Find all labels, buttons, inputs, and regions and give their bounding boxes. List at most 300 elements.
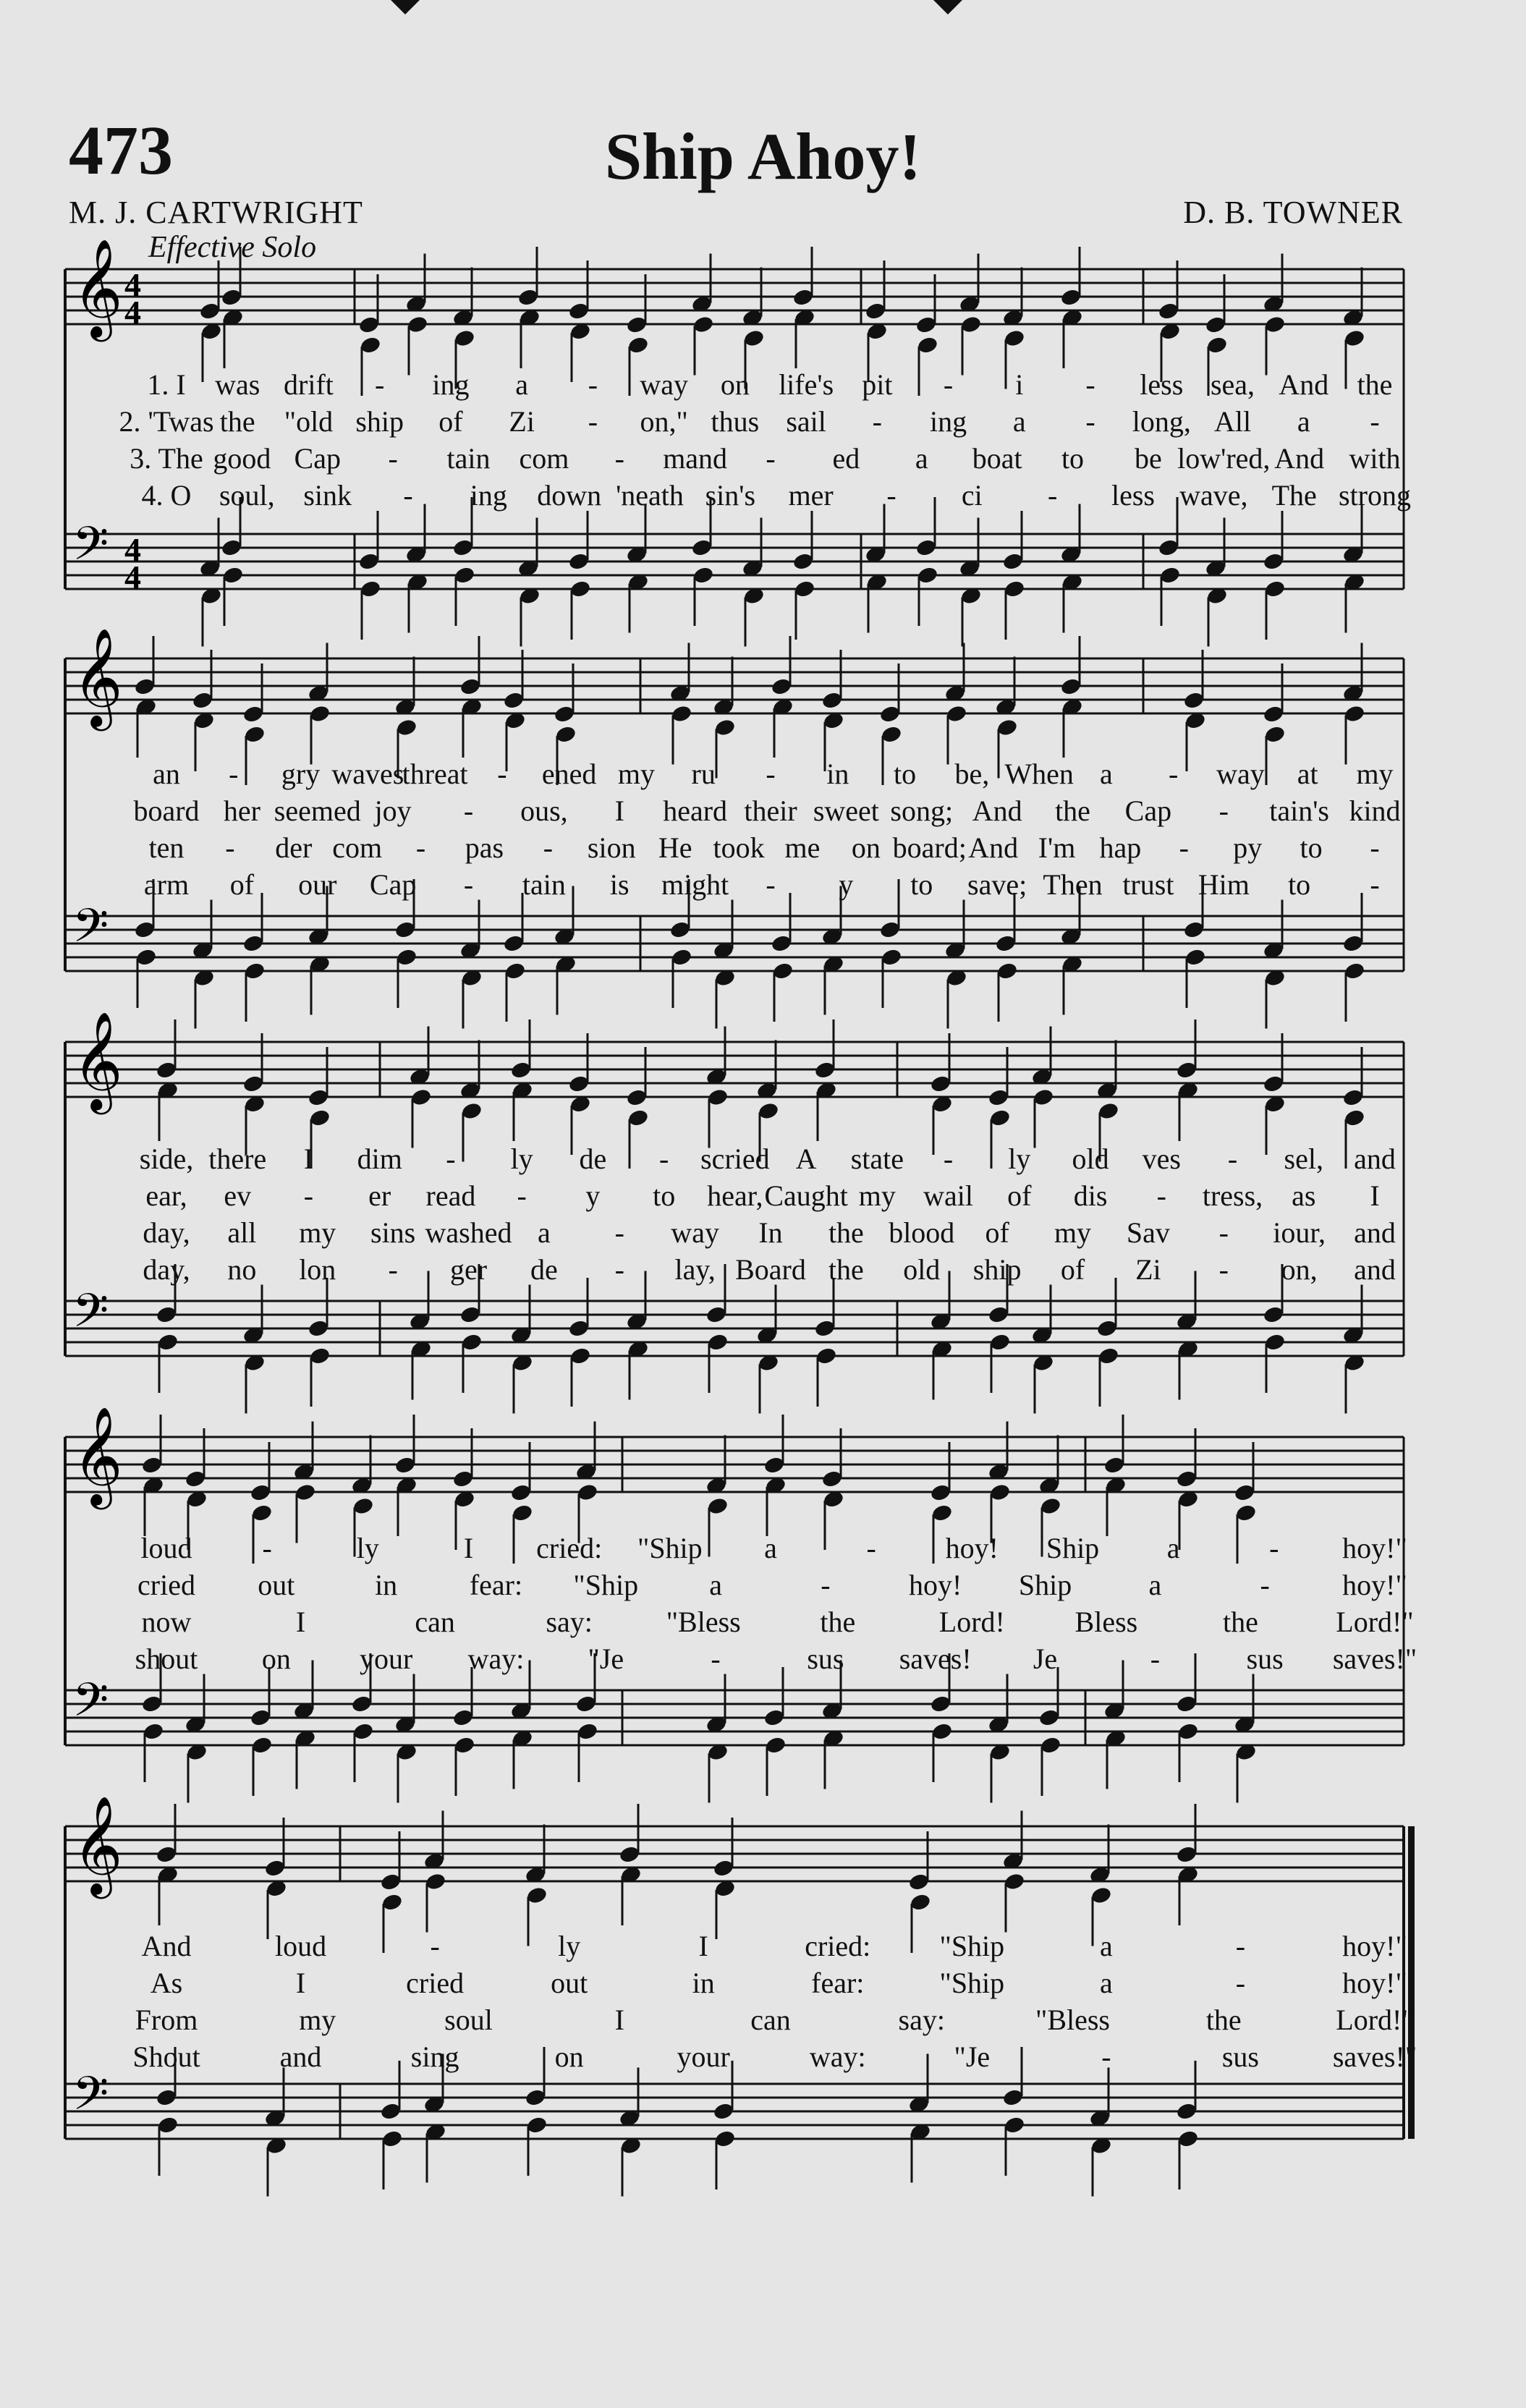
lyric-syllable: Zi — [1135, 1253, 1161, 1286]
lyric-line-verse-3 — [0, 1218, 1526, 1256]
lyric-syllable: low'red, — [1177, 442, 1271, 475]
lyric-syllable: - — [1235, 1967, 1246, 1999]
lyric-syllable: my — [1054, 1216, 1092, 1249]
lyric-syllable: Board — [735, 1253, 806, 1286]
lyric-syllable: read — [425, 1179, 476, 1212]
lyric-syllable: "Ship — [573, 1569, 639, 1601]
lyric-syllable: I — [614, 794, 624, 827]
lyric-syllable: Ship — [1018, 1569, 1072, 1601]
lyric-syllable: fear: — [811, 1967, 865, 1999]
lyric-line-verse-4 — [0, 1255, 1526, 1293]
lyric-syllable: As — [150, 1967, 183, 1999]
lyric-syllable: - — [658, 1142, 669, 1175]
tempo-marking: Effective Solo — [148, 231, 317, 264]
lyric-line-verse-2 — [0, 794, 1526, 834]
lyric-syllable: - — [588, 405, 598, 438]
lyric-syllable: was — [215, 368, 260, 401]
lyric-syllable: hoy!" — [1342, 1930, 1407, 1962]
lyric-line-verse-1 — [0, 1534, 1526, 1572]
lyric-syllable: - — [1179, 831, 1189, 864]
lyric-syllable: of — [438, 405, 463, 438]
lyric-syllable: board — [133, 794, 200, 827]
lyric-syllable: Cap — [1124, 794, 1172, 827]
lyric-syllable: - — [375, 368, 385, 401]
lyric-syllable: our — [298, 868, 337, 901]
lyric-syllable: washed — [425, 1216, 512, 1249]
lyric-syllable: 4. O — [141, 479, 192, 512]
lyric-syllable: sins — [370, 1216, 416, 1249]
lyric-syllable: I — [698, 1930, 708, 1962]
treble-clef-icon: 𝄞 — [72, 627, 123, 726]
lyric-syllable: "Bless — [666, 1606, 741, 1638]
lyric-syllable: arm — [143, 868, 190, 901]
lyric-syllable: of — [985, 1216, 1009, 1249]
lyric-syllable: I — [1370, 1179, 1380, 1212]
lyric-syllable: - — [866, 1532, 876, 1564]
composer-credit: D. B. TOWNER — [1183, 195, 1403, 230]
lyric-syllable: out — [258, 1569, 295, 1601]
lyric-syllable: a — [537, 1216, 551, 1249]
lyric-syllable: Then — [1043, 868, 1103, 901]
treble-clef-icon: 𝄞 — [72, 1794, 123, 1894]
lyric-syllable: Sav — [1126, 1216, 1170, 1249]
lyric-syllable: iour, — [1273, 1216, 1326, 1249]
lyric-syllable: way — [1216, 758, 1265, 790]
lyric-syllable: to — [1288, 868, 1311, 901]
lyric-syllable: less — [1140, 368, 1184, 401]
lyric-syllable: at — [1297, 758, 1318, 790]
lyric-syllable: - — [1218, 1253, 1229, 1286]
lyric-syllable: me — [784, 831, 821, 864]
lyric-syllable: - — [711, 1642, 721, 1675]
lyric-line-verse-1 — [0, 760, 1526, 797]
lyric-syllable: He — [658, 831, 692, 864]
hymn-title: Ship Ahoy! — [604, 119, 922, 193]
lyric-syllable: - — [1370, 831, 1380, 864]
lyric-syllable: pas — [465, 831, 504, 864]
lyric-syllable: and — [279, 2040, 322, 2073]
lyric-syllable: - — [446, 1142, 456, 1175]
lyric-syllable: sin's — [705, 479, 756, 512]
lyric-syllable: - — [1101, 2040, 1111, 2073]
lyric-syllable: wail — [923, 1179, 974, 1212]
time-signature-digit: 4 — [124, 294, 141, 331]
lyric-syllable: a — [1099, 758, 1113, 790]
lyric-syllable: - — [1085, 368, 1095, 401]
lyric-syllable: - — [872, 405, 883, 438]
lyric-syllable: way: — [809, 2040, 866, 2073]
lyric-syllable: - — [766, 868, 776, 901]
lyric-syllable: a — [1099, 1967, 1113, 1999]
lyric-syllable: y — [839, 868, 854, 901]
lyric-syllable: "Ship — [939, 1930, 1005, 1962]
lyric-syllable: - — [614, 1253, 624, 1286]
lyric-syllable: scried — [700, 1142, 770, 1175]
lyric-syllable: my — [1356, 758, 1394, 790]
lyric-syllable: drift — [284, 368, 334, 401]
lyric-syllable: and — [1354, 1142, 1396, 1175]
lyric-syllable: state — [850, 1142, 904, 1175]
lyric-syllable: - — [225, 831, 235, 864]
lyric-syllable: de — [579, 1142, 607, 1175]
lyric-syllable: down — [537, 479, 602, 512]
treble-clef-icon: 𝄞 — [72, 237, 123, 337]
lyric-syllable: - — [1370, 868, 1380, 901]
lyric-syllable: saves!" — [1332, 1642, 1417, 1675]
lyric-syllable: be — [1134, 442, 1162, 475]
lyric-syllable: might — [661, 868, 729, 901]
lyric-syllable: A — [795, 1142, 817, 1175]
lyric-syllable: Caught — [764, 1179, 848, 1212]
lyric-syllable: - — [1218, 1216, 1229, 1249]
lyric-syllable: joy — [374, 794, 412, 827]
lyric-line-verse-1 — [0, 1142, 1526, 1182]
lyric-syllable: as — [1292, 1179, 1316, 1212]
lyric-syllable: "Je — [954, 2040, 991, 2073]
lyric-syllable: com — [519, 442, 569, 475]
lyric-syllable: ear, — [145, 1179, 187, 1212]
lyric-line-verse-3 — [0, 2006, 1526, 2043]
lyric-syllable: lay, — [674, 1253, 716, 1286]
lyric-syllable: 2. 'Twas — [119, 405, 214, 438]
lyric-syllable: hoy!" — [1342, 1569, 1407, 1601]
lyric-line-verse-4 — [0, 1642, 1526, 1682]
lyric-syllable: side, — [139, 1142, 194, 1175]
lyric-syllable: board; — [892, 831, 967, 864]
lyric-syllable: - — [463, 868, 474, 901]
time-signature-digit: 4 — [124, 266, 141, 303]
lyric-syllable: boat — [972, 442, 1022, 475]
lyric-syllable: blood — [889, 1216, 955, 1249]
lyric-syllable: ger — [449, 1253, 488, 1286]
lyric-syllable: - — [821, 1569, 831, 1601]
lyric-syllable: shout — [135, 1642, 198, 1675]
lyric-syllable: to — [1061, 442, 1085, 475]
lyric-syllable: a — [1148, 1569, 1162, 1601]
lyric-syllable: to — [893, 758, 917, 790]
lyric-syllable: - — [497, 758, 507, 790]
lyric-syllable: I — [303, 1142, 314, 1175]
lyric-syllable: on — [720, 368, 750, 401]
lyric-syllable: - — [1218, 794, 1229, 827]
lyric-syllable: de — [530, 1253, 558, 1286]
lyric-syllable: wave, — [1179, 479, 1248, 512]
lyric-syllable: day, — [143, 1216, 190, 1249]
lyric-syllable: - — [229, 758, 239, 790]
lyric-syllable: hoy!" — [1342, 1532, 1407, 1564]
lyric-syllable: ev — [224, 1179, 252, 1212]
time-signature-digit: 4 — [124, 559, 141, 595]
lyric-syllable: From — [135, 2004, 198, 2036]
lyric-syllable: ly — [510, 1142, 533, 1175]
lyric-syllable: way: — [467, 1642, 525, 1675]
lyric-syllable: tain — [446, 442, 491, 475]
lyric-syllable: no — [227, 1253, 257, 1286]
lyric-syllable: - — [1269, 1532, 1279, 1564]
lyric-syllable: the — [219, 405, 255, 438]
lyric-syllable: - — [517, 1179, 527, 1212]
lyric-syllable: the — [1223, 1606, 1258, 1638]
lyric-syllable: on — [554, 2040, 584, 2073]
lyric-syllable: Zi — [509, 405, 535, 438]
lyric-syllable: saves!" — [1332, 2040, 1417, 2073]
lyric-syllable: a — [915, 442, 928, 475]
lyric-syllable: mand — [663, 442, 728, 475]
bass-clef-icon: 𝄢 — [72, 1674, 109, 1739]
lyric-syllable: a — [1297, 405, 1310, 438]
lyric-syllable: ous, — [520, 794, 568, 827]
lyric-line-verse-3 — [0, 831, 1526, 871]
lyric-syllable: dim — [357, 1142, 402, 1175]
lyric-syllable: can — [415, 1606, 455, 1638]
lyric-syllable: soul — [444, 2004, 493, 2036]
treble-clef-icon: 𝄞 — [72, 1010, 123, 1110]
lyric-syllable: to — [653, 1179, 676, 1212]
lyric-syllable: der — [275, 831, 313, 864]
lyric-syllable: 3. The — [130, 442, 203, 475]
lyric-syllable: dis — [1073, 1179, 1108, 1212]
lyric-syllable: com — [332, 831, 383, 864]
lyric-syllable: And — [972, 794, 1022, 827]
lyric-syllable: ened — [541, 758, 597, 790]
lyric-syllable: - — [303, 1179, 314, 1212]
lyric-syllable: hoy! — [909, 1569, 962, 1601]
lyric-syllable: - — [1227, 1142, 1238, 1175]
lyric-syllable: Je — [1033, 1642, 1058, 1675]
lyricist-credit: M. J. CARTWRIGHT — [69, 195, 363, 230]
lyric-syllable: a — [515, 368, 529, 401]
lyric-syllable: sink — [303, 479, 352, 512]
lyric-syllable: way — [640, 368, 688, 401]
lyric-syllable: hap — [1099, 831, 1142, 864]
lyric-syllable: cried: — [536, 1532, 603, 1564]
lyric-syllable: And — [1274, 442, 1325, 475]
lyric-syllable: py — [1233, 831, 1263, 864]
lyric-syllable: ci — [961, 479, 983, 512]
lyric-syllable: And — [1279, 368, 1329, 401]
lyric-syllable: on, — [1281, 1253, 1318, 1286]
lyric-syllable: sus — [807, 1642, 844, 1675]
lyric-syllable: on," — [640, 405, 688, 438]
lyric-syllable: all — [227, 1216, 257, 1249]
lyric-syllable: of — [1007, 1179, 1032, 1212]
lyric-syllable: their — [744, 794, 797, 827]
lyric-syllable: with — [1349, 442, 1401, 475]
lyric-syllable: - — [1260, 1569, 1270, 1601]
lyric-syllable: ly — [558, 1930, 581, 1962]
lyric-syllable: seemed — [274, 794, 361, 827]
lyric-syllable: ru — [691, 758, 716, 790]
lyric-syllable: "Bless — [1035, 2004, 1111, 2036]
lyric-syllable: Cap — [294, 442, 341, 475]
lyric-syllable: - — [430, 1930, 440, 1962]
lyric-syllable: mer — [788, 479, 834, 512]
lyric-syllable: saves! — [899, 1642, 972, 1675]
lyric-syllable: to — [1300, 831, 1323, 864]
lyric-syllable: lon — [299, 1253, 336, 1286]
lyric-syllable: of — [1060, 1253, 1085, 1286]
lyric-syllable: the — [1055, 794, 1090, 827]
lyric-syllable: hoy! — [945, 1532, 999, 1564]
lyric-syllable: thus — [711, 405, 760, 438]
lyric-syllable: - — [766, 758, 776, 790]
lyric-syllable: I — [614, 2004, 624, 2036]
lyric-line-verse-4 — [0, 2040, 1526, 2080]
lyric-syllable: cried: — [805, 1930, 871, 1962]
lyric-syllable: i — [1015, 368, 1024, 401]
lyric-syllable: sel, — [1284, 1142, 1323, 1175]
lyric-syllable: ed — [832, 442, 860, 475]
lyric-syllable: ing — [432, 368, 470, 401]
lyric-line-verse-1 — [0, 370, 1526, 408]
lyric-syllable: a — [709, 1569, 722, 1601]
lyric-line-verse-4 — [0, 870, 1526, 908]
lyric-syllable: The — [1271, 479, 1317, 512]
lyric-syllable: Shout — [132, 2040, 200, 2073]
lyric-syllable: trust — [1122, 868, 1174, 901]
lyric-syllable: of — [229, 868, 255, 901]
lyric-syllable: my — [299, 2004, 336, 2036]
lyric-syllable: save; — [967, 868, 1027, 901]
lyric-syllable: y — [585, 1179, 601, 1212]
lyric-syllable: less — [1111, 479, 1155, 512]
lyric-syllable: - — [388, 442, 398, 475]
lyric-syllable: - — [262, 1532, 272, 1564]
lyric-syllable: sail — [786, 405, 826, 438]
lyric-syllable: hoy!" — [1342, 1967, 1407, 1999]
lyric-syllable: "Je — [588, 1642, 624, 1675]
lyric-line-verse-3 — [0, 1608, 1526, 1645]
lyric-syllable: in — [375, 1569, 398, 1601]
lyric-syllable: the — [828, 1253, 864, 1286]
lyric-syllable: - — [1156, 1179, 1166, 1212]
lyric-syllable: the — [1357, 368, 1393, 401]
lyric-syllable: there — [208, 1142, 267, 1175]
lyric-syllable: your — [359, 1642, 413, 1675]
lyric-syllable: I — [463, 1532, 474, 1564]
lyric-syllable: And — [968, 831, 1019, 864]
lyric-syllable: way — [671, 1216, 719, 1249]
lyric-syllable: ing — [470, 479, 507, 512]
bass-clef-icon: 𝄢 — [72, 517, 109, 582]
lyric-syllable: ing — [930, 405, 967, 438]
lyric-syllable: say: — [898, 2004, 945, 2036]
lyric-syllable: ly — [1008, 1142, 1031, 1175]
lyric-syllable: - — [614, 1216, 624, 1249]
lyric-syllable: can — [750, 2004, 791, 2036]
lyric-syllable: hear, — [707, 1179, 763, 1212]
lyric-syllable: song; — [890, 794, 954, 827]
bass-clef-icon: 𝄢 — [72, 899, 109, 965]
lyric-syllable: in — [826, 758, 849, 790]
lyric-syllable: your — [677, 2040, 730, 2073]
lyric-syllable: sion — [587, 831, 636, 864]
lyric-syllable: Lord! — [938, 1606, 1005, 1638]
lyric-syllable: now — [141, 1606, 192, 1638]
lyric-syllable: I'm — [1038, 831, 1076, 864]
lyric-syllable: ship — [355, 405, 404, 438]
lyric-syllable: in — [692, 1967, 715, 1999]
lyric-syllable: In — [758, 1216, 783, 1249]
lyric-syllable: - — [1370, 405, 1380, 438]
lyric-syllable: my — [617, 758, 655, 790]
lyric-syllable: my — [858, 1179, 896, 1212]
lyric-syllable: - — [388, 1253, 398, 1286]
lyric-syllable: heard — [663, 794, 728, 827]
lyric-syllable: say: — [546, 1606, 593, 1638]
lyric-syllable: and — [1354, 1253, 1396, 1286]
lyric-syllable: on — [851, 831, 881, 864]
lyric-syllable: - — [1235, 1930, 1246, 1962]
lyric-syllable: loud — [140, 1532, 192, 1564]
lyric-syllable: sus — [1246, 1642, 1284, 1675]
lyric-syllable: the — [820, 1606, 856, 1638]
lyric-syllable: "old — [284, 405, 334, 438]
lyric-syllable: - — [1150, 1642, 1161, 1675]
lyric-syllable: All — [1213, 405, 1252, 438]
lyric-syllable: the — [1205, 2004, 1242, 2036]
treble-clef-icon: 𝄞 — [72, 1405, 123, 1505]
lyric-syllable: be, — [954, 758, 990, 790]
lyric-syllable: When — [1004, 758, 1074, 790]
lyric-syllable: a — [1166, 1532, 1180, 1564]
lyric-syllable: soul, — [219, 479, 275, 512]
lyric-syllable: Lord!" — [1336, 1606, 1414, 1638]
lyric-syllable: - — [614, 442, 624, 475]
lyric-syllable: a — [764, 1532, 777, 1564]
lyric-syllable: on — [261, 1642, 291, 1675]
hymn-number: 473 — [69, 111, 173, 189]
lyric-syllable: Bless — [1074, 1606, 1138, 1638]
lyric-syllable: sea, — [1210, 368, 1255, 401]
lyric-syllable: is — [609, 868, 630, 901]
lyric-syllable: er — [368, 1179, 391, 1212]
lyric-syllable: ship — [972, 1253, 1022, 1286]
bass-clef-icon: 𝄢 — [72, 2067, 109, 2132]
lyric-line-verse-2 — [0, 1969, 1526, 2006]
lyric-syllable: Ship — [1046, 1532, 1100, 1564]
lyric-line-verse-4 — [0, 481, 1526, 519]
lyric-syllable: took — [713, 831, 765, 864]
lyric-syllable: sus — [1221, 2040, 1260, 2073]
lyric-syllable: fear: — [469, 1569, 523, 1601]
lyric-syllable: her — [223, 794, 260, 827]
lyric-line-verse-2 — [0, 1571, 1526, 1608]
lyric-syllable: tress, — [1202, 1179, 1263, 1212]
lyric-syllable: - — [943, 368, 954, 401]
lyric-syllable: ly — [356, 1532, 379, 1564]
lyric-syllable: - — [1085, 405, 1095, 438]
lyric-syllable: 'neath — [616, 479, 684, 512]
lyric-syllable: ves — [1142, 1142, 1181, 1175]
lyric-syllable: day, — [143, 1253, 190, 1286]
lyric-syllable: - — [766, 442, 776, 475]
lyric-syllable: tain — [522, 868, 566, 901]
lyric-syllable: I — [295, 1606, 306, 1638]
lyric-syllable: old — [1072, 1142, 1109, 1175]
lyric-syllable: threat — [402, 758, 468, 790]
lyric-syllable: sweet — [813, 794, 879, 827]
lyric-syllable: cried — [406, 1967, 465, 1999]
lyric-line-verse-2 — [0, 1179, 1526, 1219]
lyric-syllable: - — [1168, 758, 1179, 790]
lyric-line-verse-3 — [0, 444, 1526, 482]
lyric-syllable: sing — [410, 2040, 459, 2073]
lyric-syllable: "Ship — [939, 1967, 1005, 1999]
lyric-syllable: good — [213, 442, 271, 475]
lyric-line-verse-1 — [0, 1932, 1526, 1970]
lyric-syllable: the — [828, 1216, 864, 1249]
